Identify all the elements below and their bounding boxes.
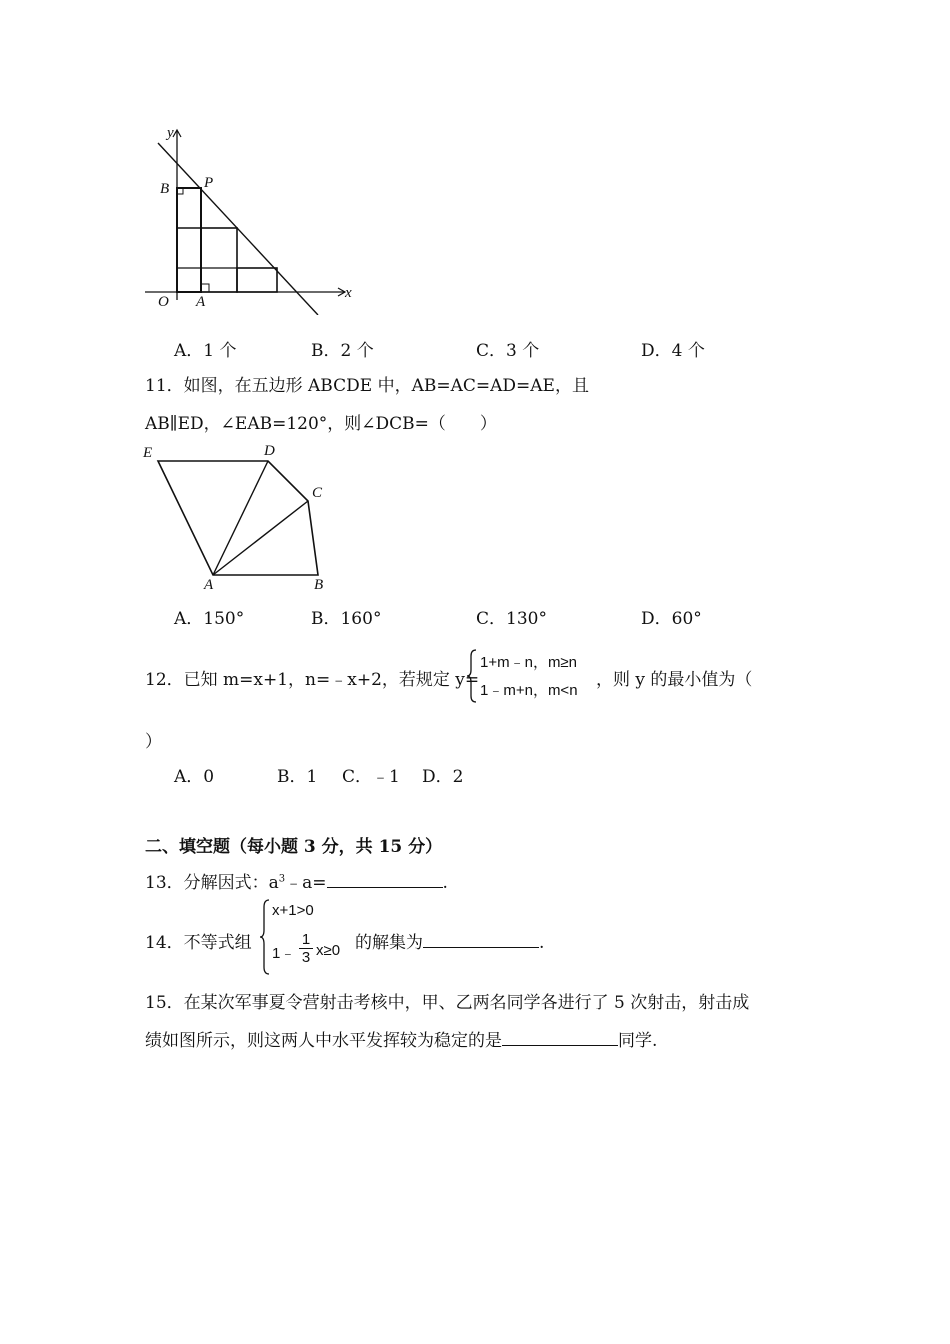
diagonal-line <box>158 143 318 315</box>
q12-option-a[interactable]: A．0 <box>174 767 215 787</box>
q11-option-c[interactable]: C．130° <box>476 609 547 629</box>
q13-end: . <box>442 873 448 893</box>
q14-suffix: 的解集为 <box>355 933 423 953</box>
q14-prefix: 14．不等式组 <box>145 933 252 953</box>
q13-answer-blank[interactable] <box>327 873 443 888</box>
q14-ineq2-a: 1﹣ <box>272 945 296 962</box>
q11-line2: AB∥ED，∠EAB=120°，则∠DCB=（ ） <box>145 414 497 434</box>
q13-prefix: 13．分解因式：a <box>145 873 279 893</box>
q10-option-c[interactable]: C．3 个 <box>476 341 540 361</box>
q11-option-a[interactable]: A．150° <box>174 609 245 629</box>
q14-frac-den: 3 <box>301 949 311 966</box>
label-y: y <box>167 125 174 141</box>
label-b: B <box>160 181 170 197</box>
q15-line2-b: 同学. <box>618 1031 658 1051</box>
q12-option-b[interactable]: B．1 <box>277 767 318 787</box>
q15-line2 <box>145 1026 657 1051</box>
label-b: B <box>314 577 324 593</box>
q14-ineq1: x+1>0 <box>272 902 314 919</box>
q10-figure <box>140 125 370 315</box>
pentagon-abcde <box>158 461 318 575</box>
label-d: D <box>264 443 275 459</box>
label-e: E <box>143 445 153 461</box>
q11-option-b[interactable]: B．160° <box>311 609 382 629</box>
q13-rest: ﹣a= <box>285 873 327 893</box>
q14-frac-num: 1 <box>299 932 313 949</box>
q14-end: . <box>539 933 545 953</box>
q11-figure <box>138 440 338 595</box>
q10-option-d[interactable]: D．4 个 <box>641 341 705 361</box>
q12-brace <box>466 648 478 704</box>
q12-option-d[interactable]: D．2 <box>422 767 464 787</box>
q12-case1: 1+m﹣n，m≥n <box>480 654 578 671</box>
label-a: A <box>204 577 214 593</box>
q15-line1: 15．在某次军事夏令营射击考核中，甲、乙两名同学各进行了 5 次射击，射击成 <box>145 993 750 1013</box>
q14-answer-blank[interactable] <box>423 933 539 948</box>
q12-prefix: 12．已知 m=x+1，n=﹣x+2，若规定 y= <box>145 670 480 690</box>
segment-ad <box>213 461 268 575</box>
q14-brace <box>259 898 271 976</box>
q14-ineq2-b: x≥0 <box>316 942 341 959</box>
q14-fraction <box>299 932 313 967</box>
q10-option-a[interactable]: A．1 个 <box>174 341 237 361</box>
q12-option-c[interactable]: C．﹣1 <box>342 767 400 787</box>
q12-case2: 1﹣m+n，m<n <box>480 682 578 699</box>
label-o: O <box>158 294 169 310</box>
q14-suffix-line <box>355 928 544 953</box>
label-p: P <box>204 175 214 191</box>
q15-answer-blank[interactable] <box>502 1031 618 1046</box>
q11-line1: 11．如图，在五边形 ABCDE 中，AB=AC=AD=AE，且 <box>145 376 589 396</box>
q11-option-d[interactable]: D．60° <box>641 609 702 629</box>
section2-title: 二、填空题（每小题 3 分，共 15 分） <box>145 837 443 857</box>
label-a: A <box>196 294 206 310</box>
label-x: x <box>345 285 352 301</box>
q10-option-b[interactable]: B．2 个 <box>311 341 374 361</box>
label-c: C <box>312 485 323 501</box>
q12-close: ） <box>145 732 162 752</box>
q12-suffix: ，则 y 的最小值为（ <box>596 670 753 690</box>
q13 <box>145 868 448 893</box>
segment-ac <box>213 501 308 575</box>
q15-line2-a: 绩如图所示，则这两人中水平发挥较为稳定的是 <box>145 1031 502 1051</box>
q13-exponent: 3 <box>278 873 286 885</box>
